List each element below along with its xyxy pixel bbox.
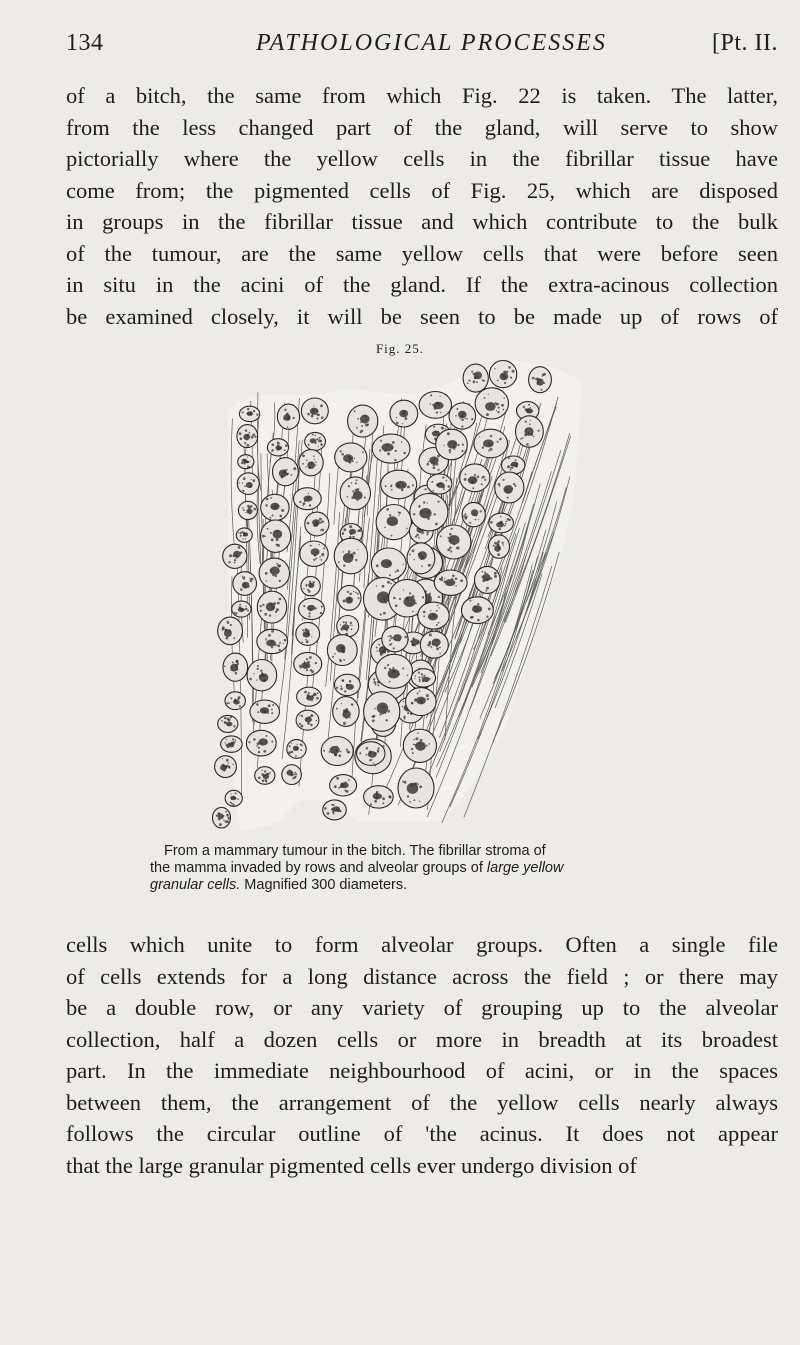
granular-cell: [376, 654, 413, 688]
granular-cell: [462, 502, 485, 526]
caption-text: Magnified 300 diameters.: [244, 877, 408, 893]
granular-cell: [462, 597, 494, 624]
granular-cell: [246, 730, 276, 756]
granular-cell: [294, 652, 322, 675]
granular-cell: [371, 548, 406, 580]
granular-cell: [419, 392, 451, 419]
text-line: follows the circular outline of 'the acinus. It does not appear: [66, 1121, 778, 1146]
granular-cell: [277, 404, 299, 429]
granular-cell: [239, 406, 259, 421]
granular-cell: [516, 416, 544, 447]
histology-illustration: [210, 352, 590, 842]
granular-cell: [236, 528, 252, 542]
granular-cell: [238, 455, 254, 469]
caption-line: [150, 877, 662, 894]
granular-cell: [475, 388, 508, 419]
granular-cell: [335, 674, 361, 695]
running-title: PATHOLOGICAL PROCESSES: [256, 30, 607, 56]
text-line: of the tumour, are the same yellow cells that were before seen: [66, 240, 778, 266]
granular-cell: [529, 367, 552, 393]
granular-cell: [223, 544, 247, 568]
granular-cell: [261, 520, 291, 552]
granular-cell: [489, 361, 516, 388]
granular-cell: [305, 512, 329, 536]
granular-cell: [434, 570, 467, 595]
granular-cell: [213, 807, 231, 828]
caption-text: the mamma invaded by rows and alveolar groups of: [150, 860, 483, 876]
granular-cell: [223, 653, 248, 681]
granular-cell: [403, 729, 436, 762]
granular-cell: [463, 364, 488, 392]
granular-cell: [321, 737, 353, 766]
granular-cell: [449, 403, 476, 429]
granular-cell: [338, 585, 361, 610]
text-line: of a bitch, the same from which Fig. 22 is taken. The latter,: [66, 83, 778, 108]
granular-cell: [411, 669, 435, 687]
granular-cell: [398, 768, 434, 808]
granular-cell: [287, 740, 306, 759]
text-line: collection, half a dozen cells or more in breadth at its broadest: [66, 1026, 778, 1052]
figure-caption: [150, 843, 662, 894]
granular-cell: [330, 775, 357, 796]
granular-cell: [475, 566, 501, 593]
granular-cell: [297, 687, 322, 706]
granular-cell: [407, 543, 435, 574]
granular-cell: [299, 450, 323, 476]
text-line: that the large granular pigmented cells ever undergo division of: [66, 1152, 637, 1178]
granular-cell: [502, 456, 525, 474]
granular-cell: [427, 474, 452, 494]
granular-cell: [348, 405, 378, 437]
figure-label: Fig. 25.: [375, 341, 425, 356]
granular-cell: [381, 470, 417, 499]
granular-cell: [299, 598, 325, 619]
caption-line: [150, 860, 662, 877]
granular-cell: [301, 398, 328, 424]
granular-cell: [495, 472, 524, 503]
text-line: of cells extends for a long distance across the field ; or there may: [66, 963, 778, 989]
granular-cell: [406, 688, 437, 716]
text-line: be examined closely, it will be seen to be made up of rows of: [66, 303, 778, 329]
caption-emphasis: large yellow: [486, 860, 564, 876]
granular-cell: [215, 756, 237, 778]
granular-cell: [232, 601, 251, 617]
granular-cell: [420, 631, 448, 658]
granular-cell: [282, 765, 302, 785]
granular-cell: [301, 576, 320, 595]
granular-cell: [273, 458, 299, 486]
granular-cell: [237, 425, 258, 448]
illustration-drawing: [210, 352, 590, 842]
running-header: [66, 30, 778, 64]
granular-cell: [357, 742, 385, 766]
granular-cell: [474, 429, 508, 458]
granular-cell: [418, 602, 449, 629]
granular-cell: [250, 700, 280, 723]
text-line: from the less changed part of the gland, will serve to show: [66, 114, 778, 140]
paragraph-bottom: [66, 929, 778, 1181]
granular-cell: [333, 697, 359, 727]
granular-cell: [327, 635, 357, 666]
paragraph-top: [66, 80, 778, 332]
granular-cell: [335, 443, 367, 472]
caption-line: From a mammary tumour in the bitch. The fibrillar stroma of: [164, 843, 546, 859]
granular-cell: [382, 626, 408, 651]
granular-cell: [257, 591, 286, 623]
granular-cell: [238, 501, 257, 519]
granular-cell: [218, 715, 238, 732]
granular-cell: [489, 535, 510, 558]
text-line: in situ in the acini of the gland. If the extra-acinous collection: [66, 272, 778, 297]
granular-cell: [340, 477, 370, 510]
granular-cell: [300, 541, 328, 566]
granular-cell: [305, 432, 326, 450]
granular-cell: [221, 736, 243, 752]
granular-cell: [364, 786, 394, 808]
granular-cell: [259, 558, 289, 588]
granular-cell: [437, 525, 471, 559]
granular-cell: [460, 464, 490, 492]
granular-cell: [293, 488, 321, 510]
granular-cell: [296, 622, 320, 645]
granular-cell: [364, 692, 400, 732]
granular-cell: [323, 800, 347, 820]
granular-cell: [255, 767, 275, 785]
granular-cell: [489, 513, 514, 533]
text-line: part. In the immediate neighbourhood of acini, or in the spaces: [66, 1058, 778, 1083]
granular-cell: [376, 505, 411, 540]
granular-cell: [410, 494, 448, 531]
caption-emphasis: granular cells.: [150, 877, 241, 893]
granular-cell: [218, 617, 243, 645]
granular-cell: [261, 494, 289, 520]
granular-cell: [337, 616, 359, 637]
text-line: come from; the pigmented cells of Fig. 25, which are disposed: [66, 177, 778, 203]
granular-cell: [233, 572, 257, 596]
text-line: pictorially where the yellow cells in the fibrillar tissue have: [66, 146, 778, 171]
granular-cell: [257, 629, 288, 653]
text-line: in groups in the fibrillar tissue and which contribute to the bulk: [66, 209, 778, 234]
granular-cell: [334, 538, 367, 574]
granular-cell: [296, 710, 319, 730]
page-number: 134: [66, 30, 104, 56]
granular-cell: [225, 790, 242, 806]
granular-cell: [237, 473, 259, 495]
part-marker: [Pt. II.: [712, 30, 778, 56]
granular-cell: [436, 429, 468, 460]
granular-cell: [267, 439, 288, 456]
granular-cell: [390, 400, 418, 427]
granular-cell: [225, 692, 245, 710]
text-line: be a double row, or any variety of grouping up to the alveolar: [66, 995, 778, 1020]
text-line: cells which unite to form alveolar groups. Often a single file: [66, 932, 778, 957]
granular-cell: [372, 434, 410, 463]
text-line: between them, the arrangement of the yellow cells nearly always: [66, 1089, 778, 1115]
granular-cell: [247, 660, 277, 691]
